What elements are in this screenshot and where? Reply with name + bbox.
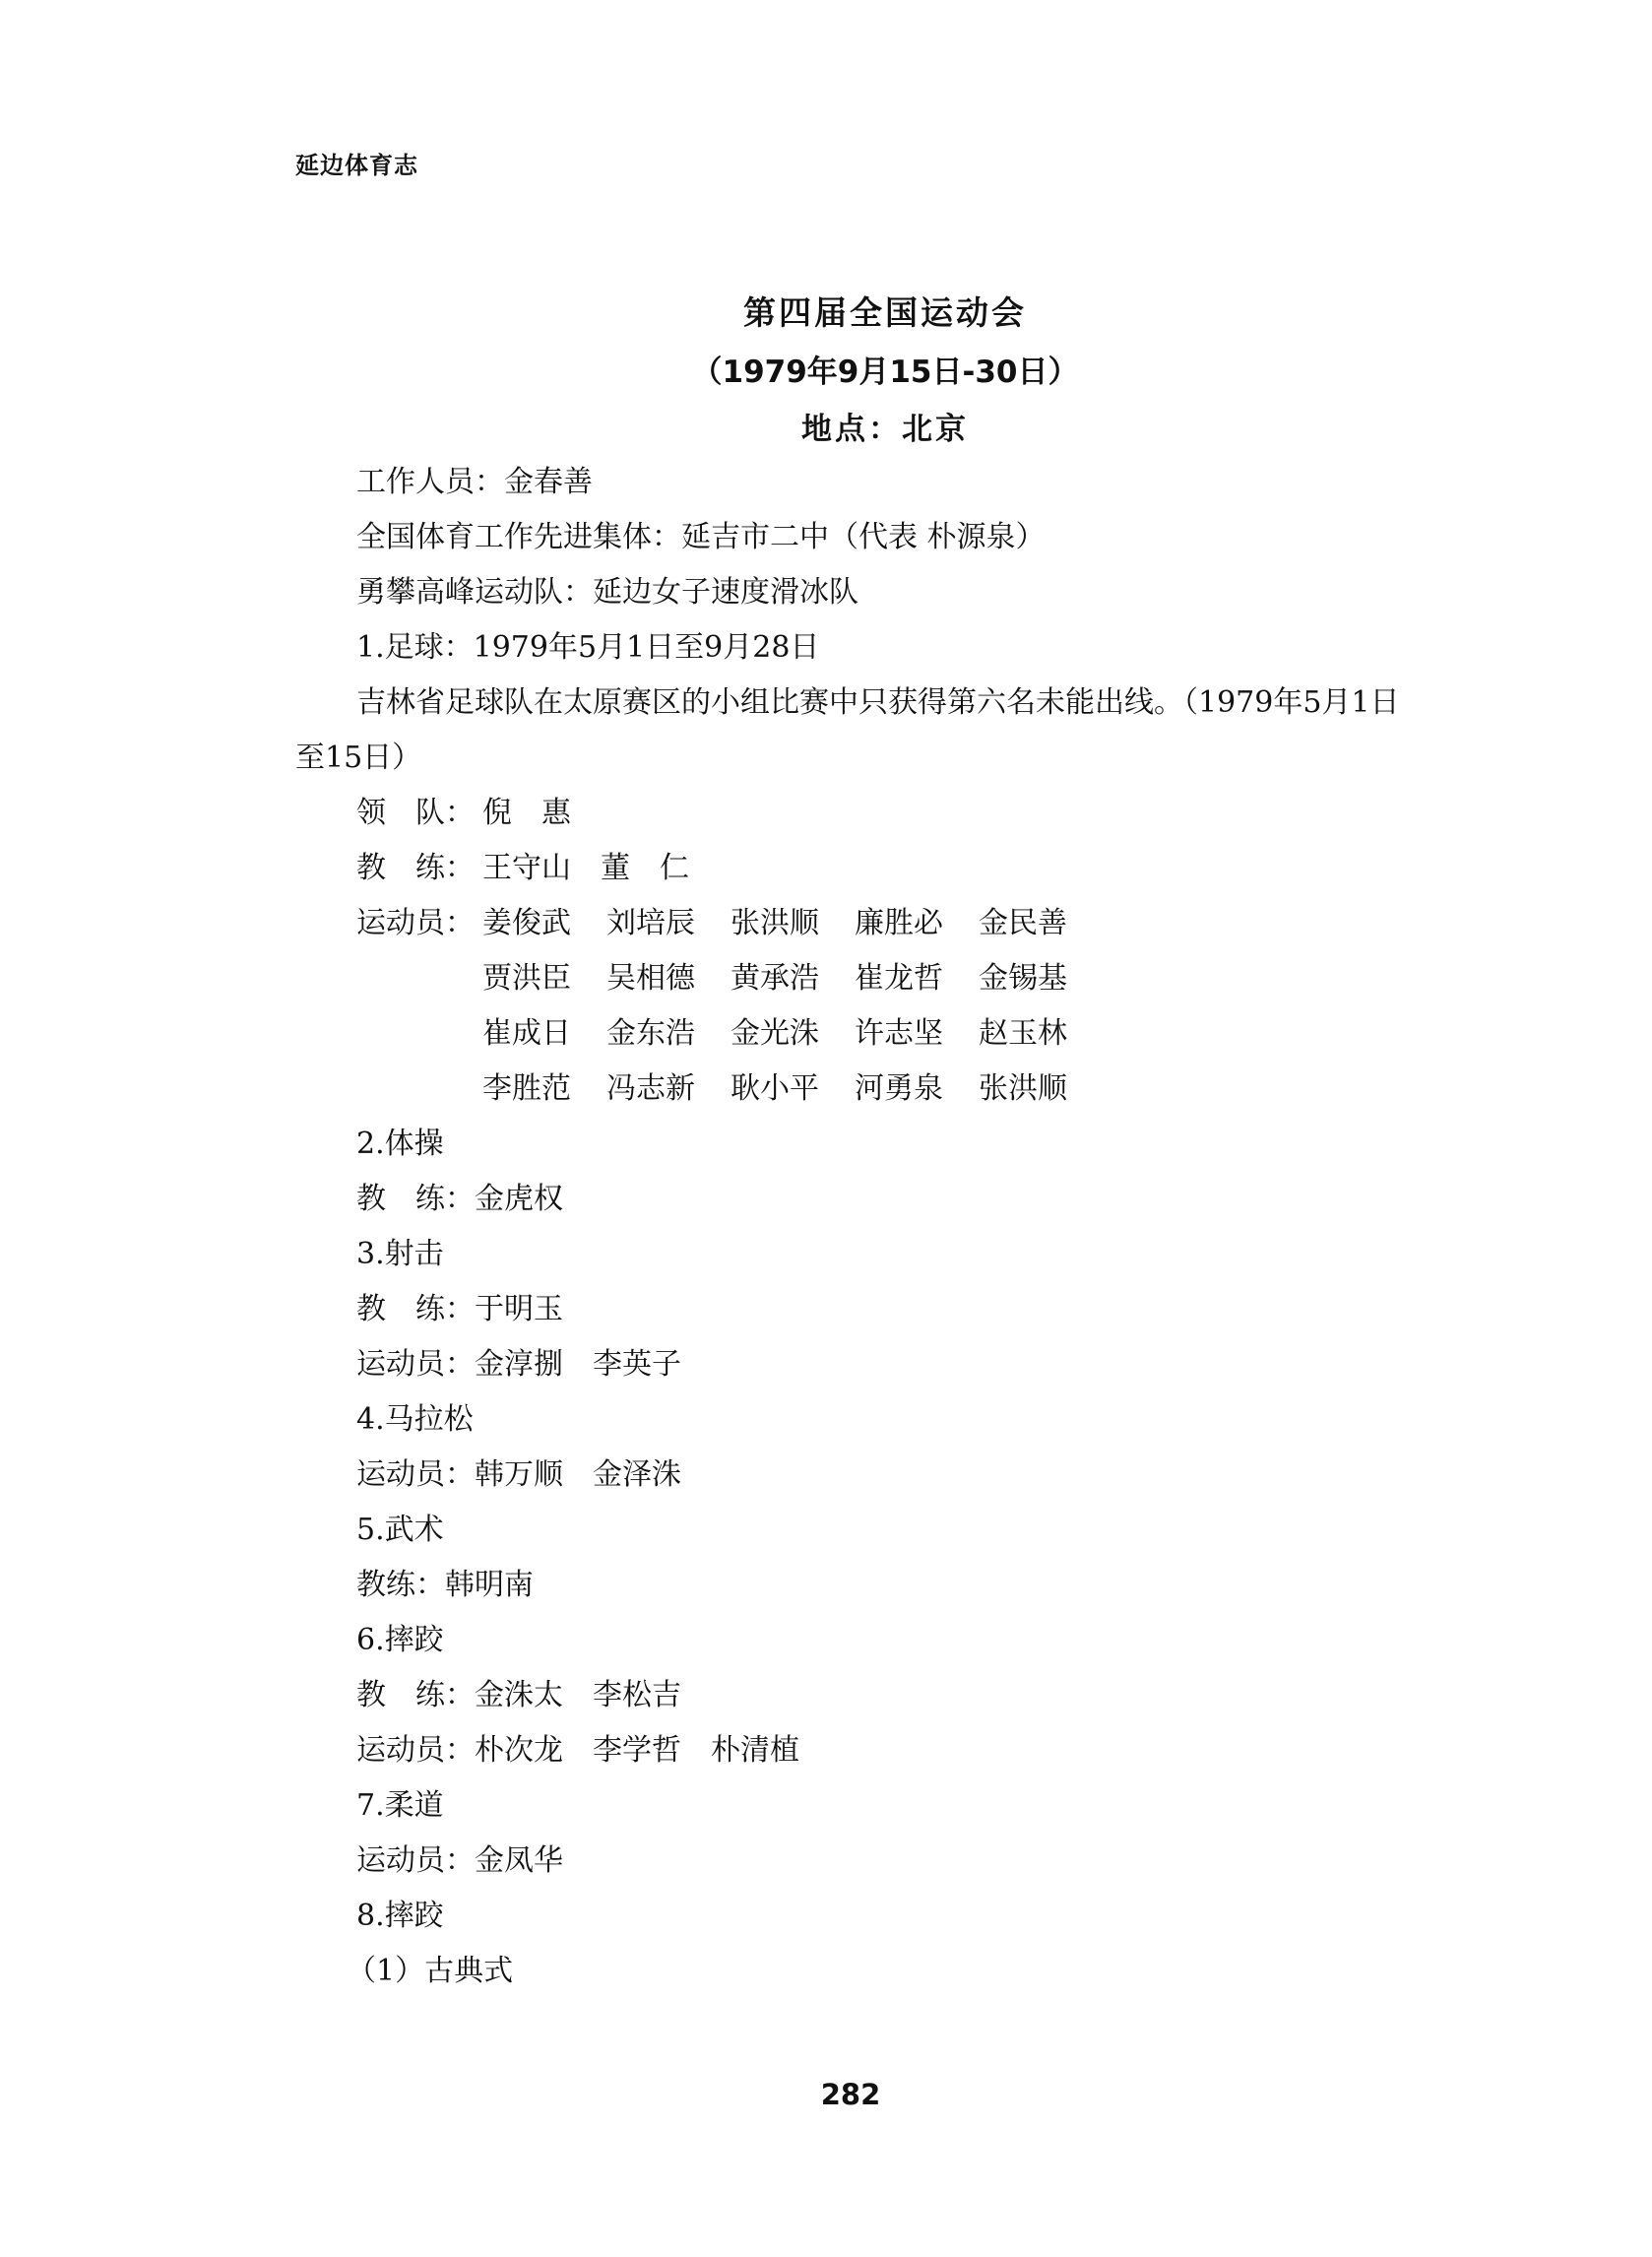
section-title: 第四届全国运动会 (743, 293, 1027, 332)
athlete-name: 金民善 (979, 906, 1067, 940)
athlete-name: 许志坚 (855, 1016, 943, 1051)
body-text (295, 455, 1477, 1999)
wrestling-athletes: 运动员：朴次龙 李学哲 朴清植 (356, 1733, 799, 1768)
section-dates: （1979年9月15日-30日） (691, 355, 1079, 390)
football-note-line2: 至15日） (295, 741, 422, 775)
wrestling2-sub: （1）古典式 (347, 1954, 514, 1988)
football-coach-row (295, 841, 1477, 896)
athlete-name: 金光洙 (731, 1016, 819, 1051)
athletes-label: 运动员： (356, 906, 475, 940)
athlete-row (295, 896, 1477, 951)
wrestling-heading: 6.摔跤 (356, 1623, 444, 1657)
athlete-name: 吴相德 (606, 961, 695, 996)
wrestling2-heading: 8.摔跤 (356, 1899, 444, 1933)
coach-label: 教 练： (356, 851, 475, 885)
page-number: 282 (820, 2078, 881, 2111)
running-head: 延边体育志 (295, 152, 418, 179)
brave-team-line: 勇攀高峰运动队：延边女子速度滑冰队 (356, 575, 858, 610)
athlete-name: 姜俊武 (482, 906, 571, 940)
athlete-name: 张洪顺 (979, 1071, 1067, 1106)
wrestling-coach: 教 练：金洙太 李松吉 (356, 1678, 681, 1712)
athlete-row (295, 951, 1477, 1006)
athlete-name: 廉胜必 (855, 906, 943, 940)
shooting-athletes: 运动员：金淳捌 李英子 (356, 1347, 681, 1382)
athlete-name: 河勇泉 (855, 1071, 943, 1106)
leader-name: 倪 惠 (482, 796, 571, 830)
marathon-athletes: 运动员：韩万顺 金泽洙 (356, 1457, 681, 1492)
athlete-name: 赵玉林 (979, 1016, 1067, 1051)
athlete-name: 冯志新 (606, 1071, 695, 1106)
athlete-name: 金锡基 (979, 961, 1067, 996)
marathon-heading: 4.马拉松 (356, 1402, 474, 1437)
athlete-name: 金东浩 (606, 1016, 695, 1051)
athlete-name: 贾洪臣 (482, 961, 571, 996)
athlete-row (295, 1062, 1477, 1117)
gymnastics-heading: 2.体操 (356, 1127, 444, 1161)
judo-athletes: 运动员：金凤华 (356, 1843, 563, 1878)
gymnastics-coach: 教 练：金虎权 (356, 1182, 563, 1216)
advanced-group-line: 全国体育工作先进集体：延吉市二中（代表 朴源泉） (356, 520, 1046, 554)
staff-line: 工作人员：金春善 (356, 465, 593, 499)
athlete-row (295, 1006, 1477, 1062)
shooting-heading: 3.射击 (356, 1237, 444, 1271)
football-leader-row (295, 786, 1477, 841)
athlete-name: 黄承浩 (731, 961, 819, 996)
wushu-heading: 5.武术 (356, 1513, 444, 1547)
football-heading: 1.足球：1979年5月1日至9月28日 (356, 630, 820, 665)
athlete-name: 崔成日 (482, 1016, 571, 1051)
athlete-name: 崔龙哲 (855, 961, 943, 996)
wushu-coach: 教练：韩明南 (356, 1568, 534, 1602)
athlete-name: 李胜范 (482, 1071, 571, 1106)
leader-label: 领 队： (356, 796, 475, 830)
judo-heading: 7.柔道 (356, 1788, 444, 1823)
football-note-line1: 吉林省足球队在太原赛区的小组比赛中只获得第六名未能出线。（1979年5月1日 (356, 685, 1400, 720)
athlete-name: 耿小平 (731, 1071, 819, 1106)
section-place: 地点：北京 (801, 412, 969, 447)
athlete-name: 张洪顺 (731, 906, 819, 940)
athlete-name: 刘培辰 (606, 906, 695, 940)
shooting-coach: 教 练：于明玉 (356, 1292, 563, 1326)
coach-names: 王守山 董 仁 (482, 851, 689, 885)
